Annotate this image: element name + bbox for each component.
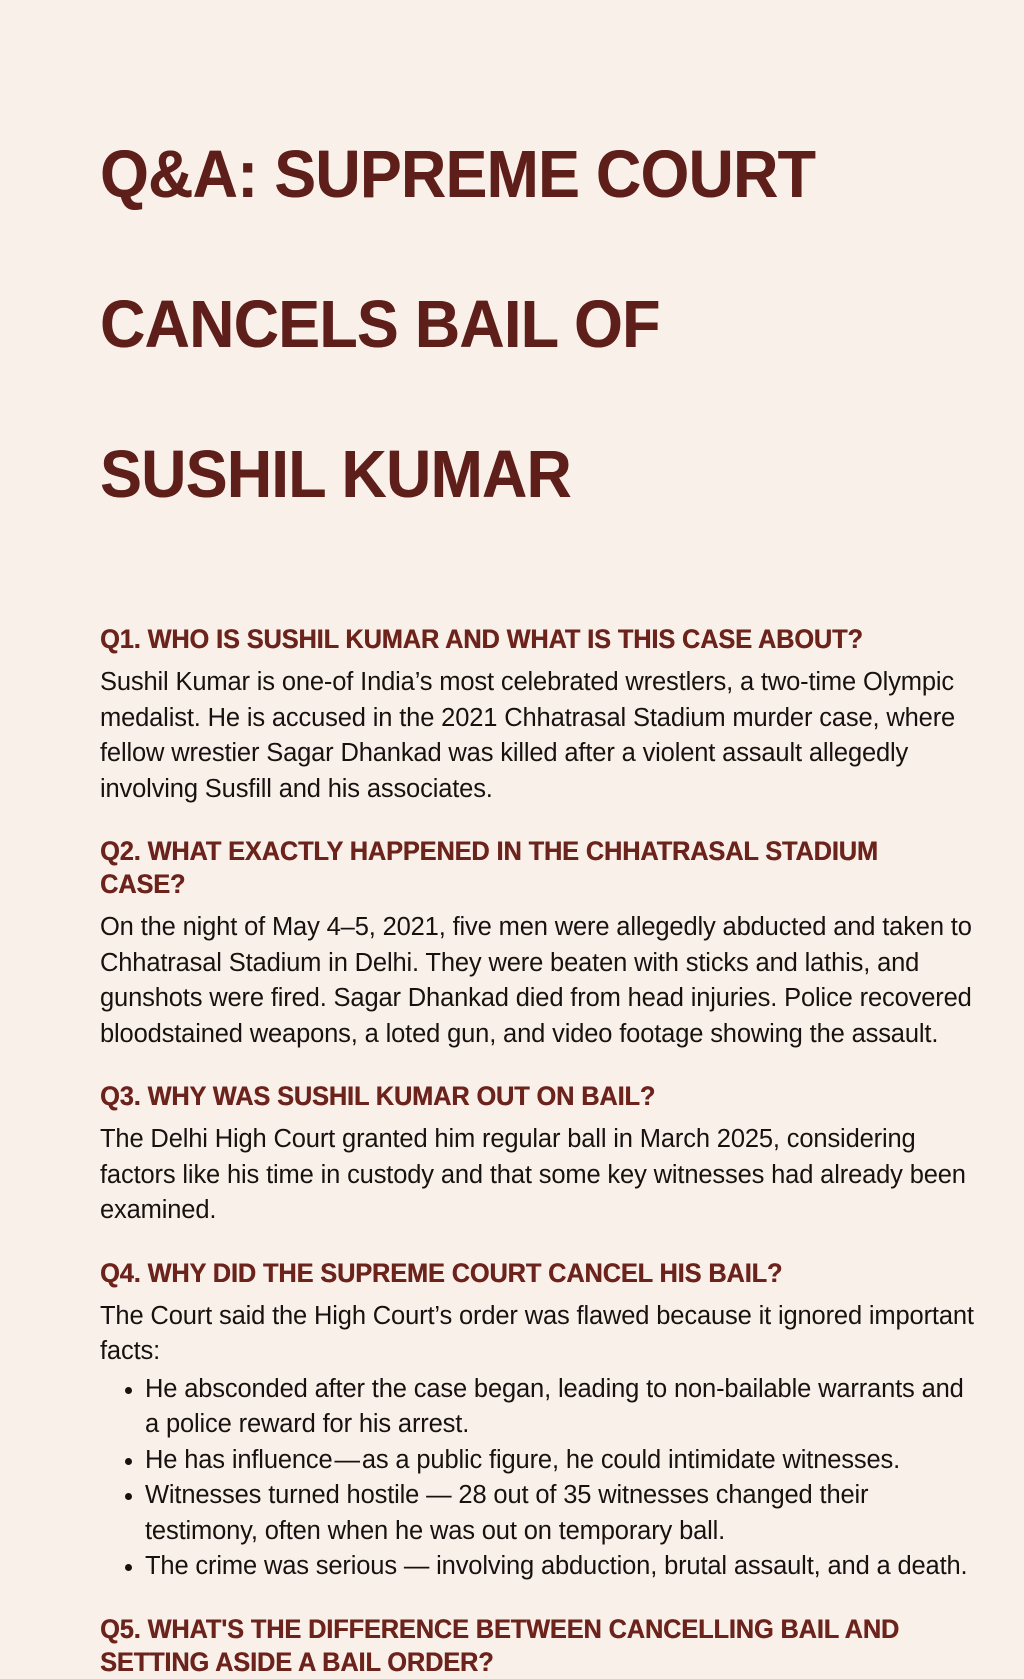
list-item: He absconded after the case began, leading to non-bailable warrants and a police reward for his arrest.	[100, 1372, 978, 1443]
answer-text-q1: Sushil Kumar is one-of India’s most celebrated wrestlers, a two-time Olympic medalist. He is accused in the 2021 Chhatrasal Stadium murder case, where fellow wrestier Sagar Dhankad was killed after a violent assault allegedly involving Susfill and his associates.	[100, 668, 956, 803]
question-heading-q3: Q3. WHY WAS SUSHIL KUMAR OUT ON BAIL?	[100, 1081, 656, 1111]
qa-section-q4	[100, 1257, 978, 1585]
question-heading-q4: Q4. WHY DID THE SUPREME COURT CANCEL HIS BAIL?	[100, 1257, 783, 1288]
answer-text-q2: On the night of May 4–5, 2021, five men were allegedly abducted and taken to Chhatrasal Stadium in Delhi. They were beaten with sticks and lathis, and gunshots were fired. Sagar Dhankad died from head injuries. Police recovered bloodstained weapons, a loted gun, and video footage showing the assault.	[100, 913, 972, 1048]
list-item: The crime was serious — involving abduction, brutal assault, and a death.	[100, 1549, 978, 1585]
page-title-line-3: SUSHIL KUMAR	[100, 437, 572, 512]
question-heading-q2: Q2. WHAT EXACTLY HAPPENED IN THE CHHATRASAL STADIUM CASE?	[100, 836, 878, 899]
question-heading-q5: Q5. WHAT'S THE DIFFERENCE BETWEEN CANCELLING BAIL AND SETTING ASIDE A BAIL ORDER?	[100, 1613, 900, 1677]
qa-section-q5	[100, 1613, 978, 1679]
qa-section-q3	[100, 1080, 978, 1229]
page-title-line-1: Q&A: SUPREME COURT	[100, 137, 816, 212]
reason-bullet-list	[100, 1372, 978, 1585]
page-title-line-2: CANCELS BAIL OF	[100, 287, 660, 362]
answer-text-q4: The Court said the High Court’s order was flawed because it ignored important facts:	[100, 1301, 974, 1365]
qa-section-q1	[100, 623, 978, 807]
page-title	[100, 62, 917, 587]
list-item: He has influence — as a public figure, he could intimidate witnesses.	[100, 1443, 978, 1479]
answer-text-q3: The Delhi High Court granted him regular ball in March 2025, considering factors like his time in custody and that some key witnesses had already been examined.	[100, 1125, 966, 1224]
list-item: Witnesses turned hostile — 28 out of 35 witnesses changed their testimony, often when he was out on temporary ball.	[100, 1478, 978, 1549]
qa-section-q2	[100, 835, 978, 1052]
question-heading-q1: Q1. WHO IS SUSHIL KUMAR AND WHAT IS THIS CASE ABOUT?	[100, 624, 863, 654]
